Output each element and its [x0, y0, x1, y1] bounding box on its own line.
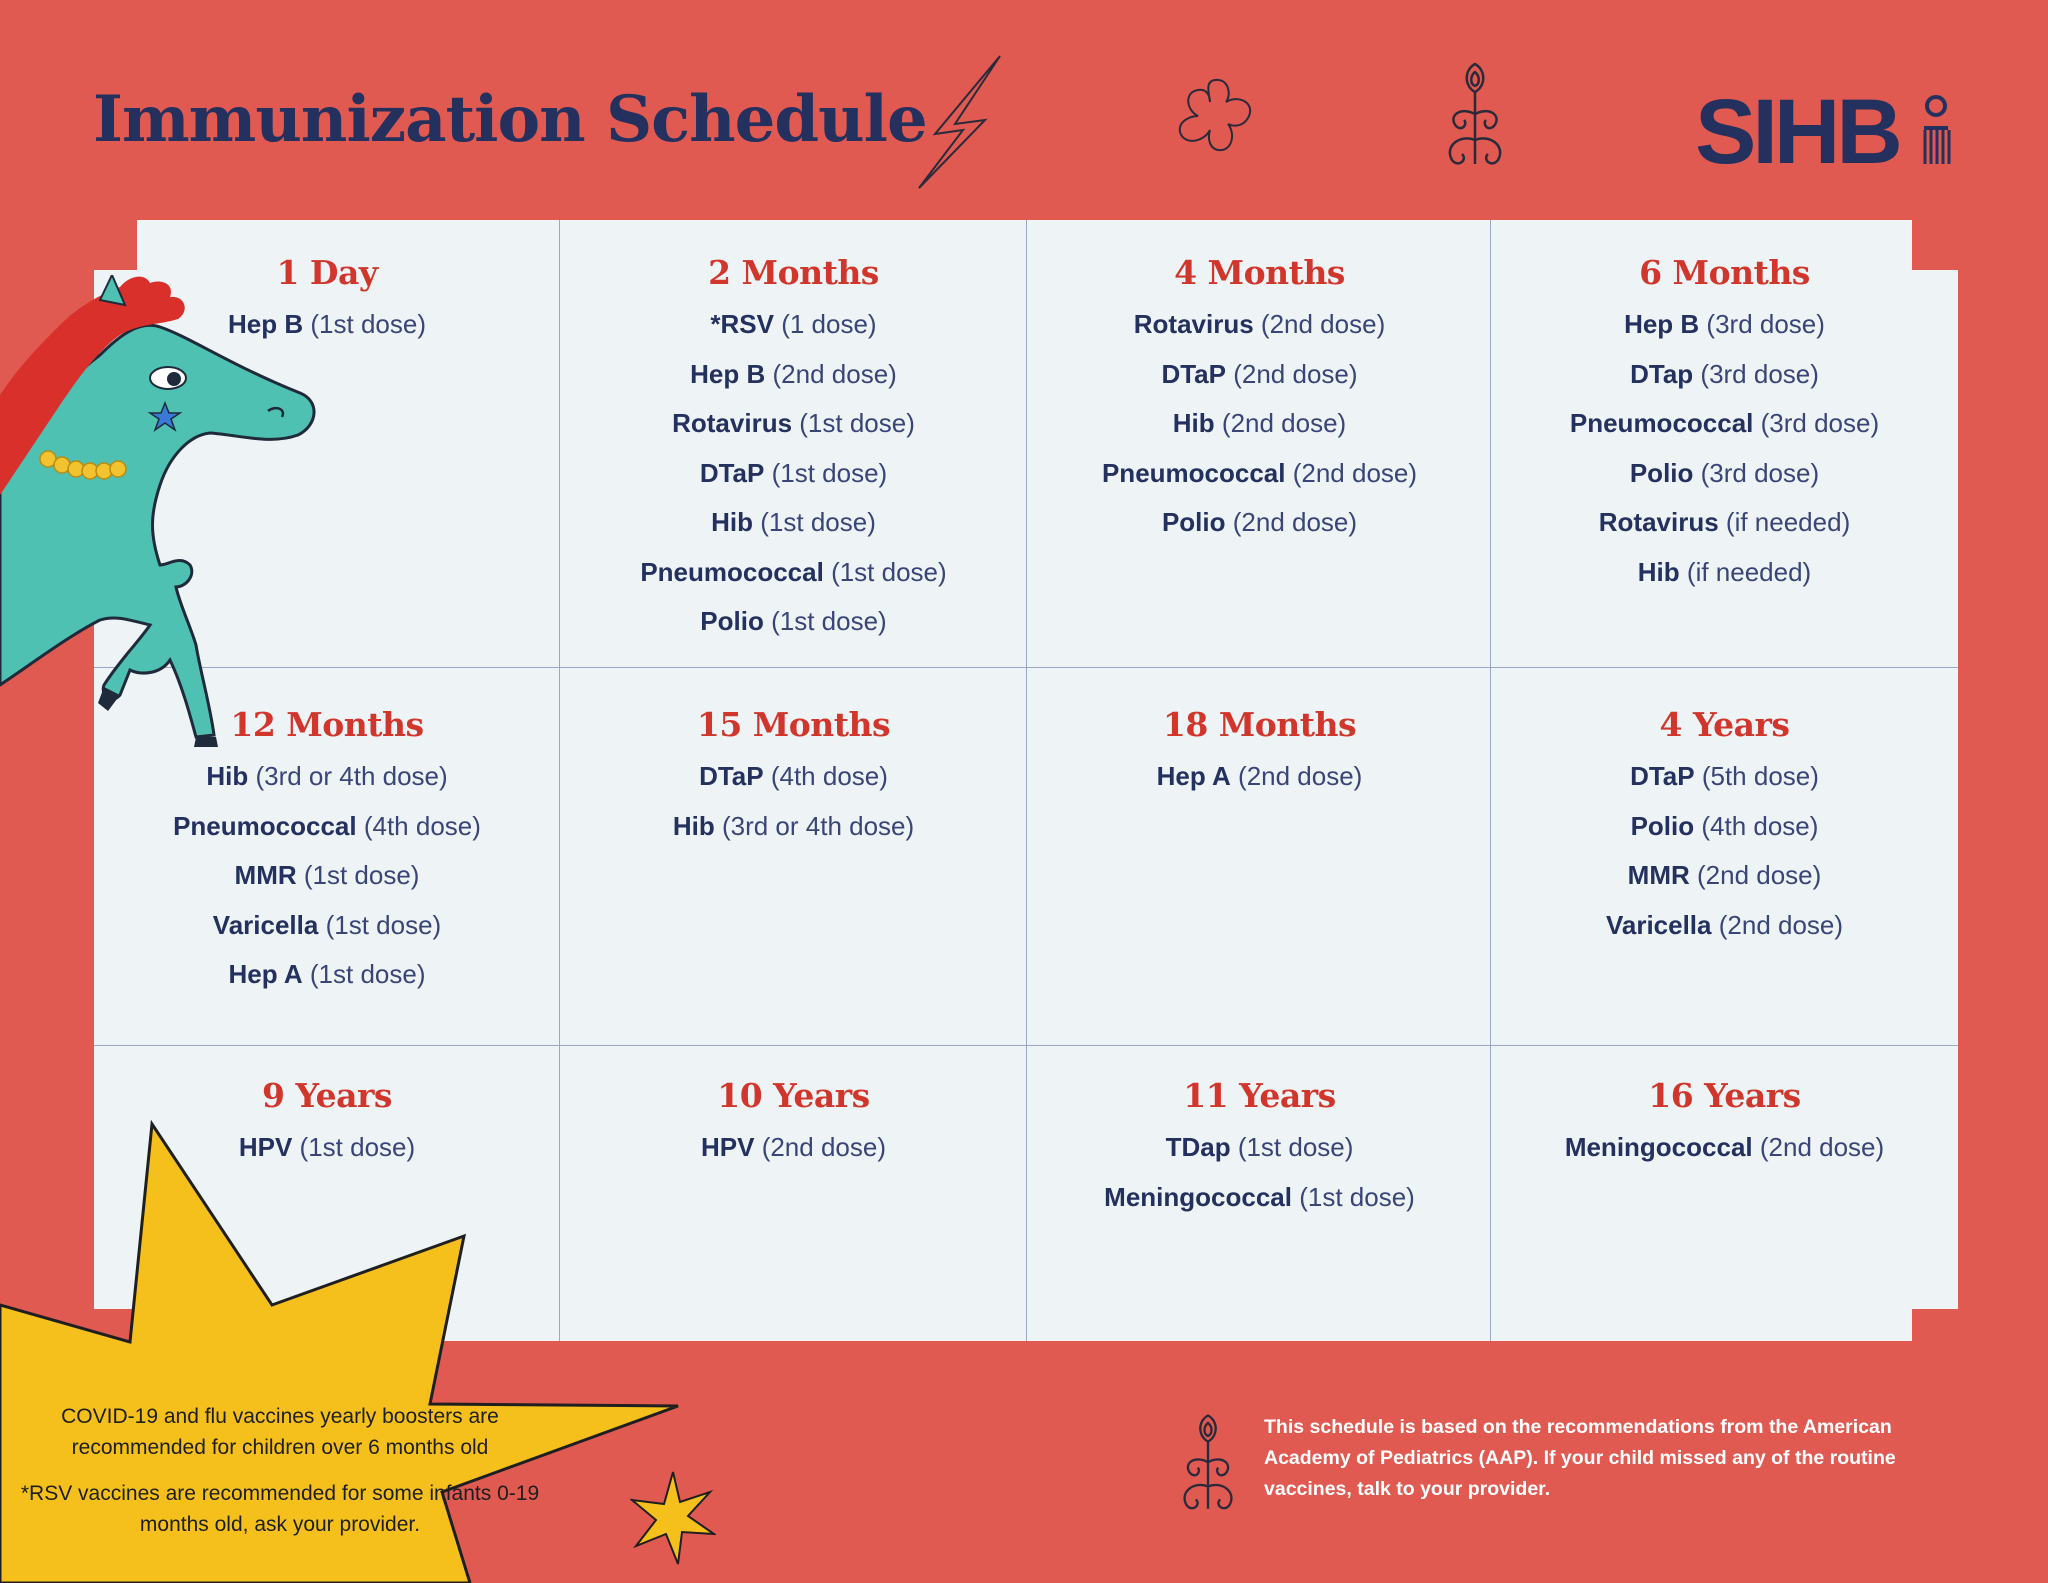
vaccine-name: MMR: [1627, 860, 1690, 890]
schedule-cell: [1027, 1076, 1492, 1222]
vaccine-name: Polio: [1161, 507, 1226, 537]
dose-label: (1st dose): [1299, 1181, 1415, 1212]
vaccine-item: [560, 350, 1027, 400]
vaccine-item: [1027, 300, 1492, 350]
vaccine-name: Rotavirus: [672, 408, 793, 438]
vaccine-name: Polio: [700, 606, 764, 636]
vaccine-name: DTaP: [1630, 761, 1695, 791]
vaccine-item: [94, 950, 560, 1000]
grid-divider: [94, 667, 1958, 668]
age-heading: 9 Years: [262, 1076, 392, 1115]
vaccine-item: [94, 851, 560, 901]
vaccine-item: [1491, 752, 1958, 802]
dose-label: (2nd dose): [1238, 761, 1363, 791]
vaccine-item: [1491, 498, 1958, 548]
dose-label: (1st dose): [325, 909, 442, 940]
vaccine-name: Hep B: [690, 358, 766, 389]
vaccine-name: DTaP: [699, 457, 765, 488]
logo-mark-icon: [1918, 94, 1954, 166]
vaccine-item: [560, 300, 1027, 350]
vaccine-name: Polio: [1629, 457, 1694, 488]
ornamental-flower-icon: [1430, 56, 1520, 176]
schedule-cell: [1491, 705, 1958, 950]
dose-label: (4th dose): [363, 810, 481, 841]
vaccine-item: [560, 802, 1027, 852]
vaccine-name: Pneumococcal: [640, 556, 824, 587]
schedule-cell: [1491, 1076, 1958, 1173]
dose-label: (1st dose): [799, 408, 915, 438]
vaccine-item: [1027, 449, 1492, 499]
dose-label: (2nd dose): [1718, 909, 1844, 940]
dose-label: (1st dose): [303, 860, 420, 890]
vaccine-name: MMR: [234, 860, 297, 890]
dose-label: (if needed): [1686, 556, 1812, 587]
vaccine-item: [1491, 1123, 1958, 1173]
vaccine-item: [560, 498, 1027, 548]
vaccine-name: DTaP: [1161, 358, 1226, 389]
vaccine-name: Hib: [711, 507, 754, 537]
age-heading: 1 Day: [276, 253, 378, 292]
dose-label: (2nd dose): [1292, 457, 1418, 488]
dose-label: (4th dose): [770, 761, 888, 791]
vaccine-name: DTap: [1630, 358, 1694, 389]
flower-outline-icon: [1170, 72, 1260, 162]
vaccine-item: [1491, 399, 1958, 449]
vaccine-name: Meningococcal: [1564, 1132, 1753, 1162]
dose-label: (2nd dose): [1697, 860, 1822, 890]
vaccine-item: [560, 597, 1027, 647]
vaccine-item: [1491, 548, 1958, 598]
vaccine-item: [1491, 851, 1958, 901]
vaccine-name: Rotavirus: [1598, 507, 1719, 537]
rsv-note: *RSV vaccines are recommended for some infants 0-19 months old, ask your provider.: [20, 1482, 540, 1536]
vaccine-name: Hib: [1637, 556, 1680, 587]
vaccine-name: Hib: [206, 761, 249, 791]
vaccine-name: HPV: [238, 1132, 293, 1162]
page-title: Immunization Schedule: [93, 82, 927, 157]
dose-label: (2nd dose): [1221, 408, 1347, 438]
schedule-cell: [1491, 253, 1958, 597]
schedule-cell: [560, 253, 1027, 647]
dose-label: (1st dose): [760, 507, 876, 537]
age-heading: 11 Years: [1183, 1076, 1336, 1115]
schedule-cell: [560, 705, 1027, 851]
horse-illustration: [0, 275, 330, 765]
vaccine-name: Hib: [1172, 408, 1215, 438]
vaccine-item: [1491, 901, 1958, 951]
brand-logo: SIHB: [1695, 81, 1899, 183]
vaccine-name: Pneumococcal: [173, 810, 357, 841]
vaccine-item: [94, 901, 560, 951]
vaccine-name: Pneumococcal: [1569, 408, 1754, 438]
aap-note: This schedule is based on the recommendations from the American Academy of Pediatrics (AAP). If your child missed any of the routine vaccines, talk to your provider.: [1264, 1416, 1896, 1500]
vaccine-item: [1027, 1173, 1492, 1223]
dose-label: (3rd dose): [1700, 358, 1819, 389]
dose-label: (3rd dose): [1760, 408, 1880, 438]
vaccine-name: Hep B: [228, 309, 304, 339]
dose-label: (if needed): [1725, 507, 1851, 537]
vaccine-item: [94, 802, 560, 852]
vaccine-name: Rotavirus: [1133, 309, 1254, 339]
vaccine-item: [560, 752, 1027, 802]
dose-label: (2nd dose): [1233, 358, 1358, 389]
dose-label: (2nd dose): [772, 358, 897, 389]
dose-label: (1st dose): [771, 457, 888, 488]
vaccine-item: [1027, 498, 1492, 548]
age-heading: 12 Months: [230, 705, 424, 744]
vaccine-item: [1491, 350, 1958, 400]
vaccine-name: Varicella: [212, 909, 319, 940]
age-heading: 18 Months: [1162, 705, 1357, 744]
vaccine-item: [1491, 802, 1958, 852]
age-heading: 6 Months: [1639, 253, 1810, 292]
schedule-cell: [1027, 253, 1492, 548]
dose-label: (1st dose): [310, 309, 426, 339]
vaccine-name: Hep A: [1156, 761, 1231, 791]
dose-label: (2nd dose): [1260, 309, 1386, 339]
age-heading: 4 Years: [1659, 705, 1790, 744]
dose-label: (1st dose): [771, 606, 887, 636]
dose-label: (2nd dose): [761, 1132, 886, 1162]
vaccine-item: [1491, 449, 1958, 499]
covid-flu-note: COVID-19 and flu vaccines yearly boosters are recommended for children over 6 months old: [61, 1405, 499, 1459]
age-heading: 4 Months: [1174, 253, 1345, 292]
schedule-cell: [1027, 705, 1492, 802]
dose-label: (4th dose): [1701, 810, 1819, 841]
dose-label: (1st dose): [309, 959, 426, 989]
vaccine-name: HPV: [700, 1132, 755, 1162]
vaccine-name: DTaP: [699, 761, 764, 791]
dose-label: (1st dose): [299, 1132, 416, 1162]
age-heading: 15 Months: [696, 705, 891, 744]
ornamental-flower-icon: [1166, 1408, 1250, 1520]
lightning-icon: [915, 52, 1005, 192]
vaccine-item: [1027, 399, 1492, 449]
dose-label: (2nd dose): [1232, 507, 1358, 537]
vaccine-name: Meningococcal: [1104, 1181, 1292, 1212]
dose-label: (3rd or 4th dose): [721, 810, 915, 841]
vaccine-name: Pneumococcal: [1101, 457, 1286, 488]
small-star-icon: [630, 1470, 716, 1566]
vaccine-item: [1027, 350, 1492, 400]
vaccine-name: Hep A: [228, 959, 303, 989]
vaccine-name: *RSV: [710, 309, 774, 339]
age-heading: 10 Years: [717, 1076, 870, 1115]
vaccine-item: [1027, 752, 1492, 802]
dose-label: (5th dose): [1701, 761, 1819, 791]
vaccine-item: [560, 399, 1027, 449]
vaccine-name: Hep B: [1624, 309, 1700, 339]
vaccine-item: [1027, 1123, 1492, 1173]
vaccine-name: TDap: [1165, 1132, 1231, 1162]
age-heading: 16 Years: [1648, 1076, 1801, 1115]
vaccine-name: Polio: [1630, 810, 1695, 841]
age-heading: 2 Months: [708, 253, 879, 292]
vaccine-name: Varicella: [1605, 909, 1712, 940]
dose-label: (3rd dose): [1700, 457, 1820, 488]
dose-label: (1 dose): [781, 309, 877, 339]
vaccine-item: [560, 548, 1027, 598]
vaccine-name: Hib: [672, 810, 715, 841]
dose-label: (1st dose): [831, 556, 947, 587]
dose-label: (2nd dose): [1759, 1132, 1885, 1162]
dose-label: (3rd or 4th dose): [255, 761, 448, 791]
grid-divider: [94, 1045, 1958, 1046]
dose-label: (1st dose): [1237, 1132, 1354, 1162]
vaccine-item: [560, 449, 1027, 499]
vaccine-item: [1491, 300, 1958, 350]
dose-label: (3rd dose): [1706, 309, 1825, 339]
